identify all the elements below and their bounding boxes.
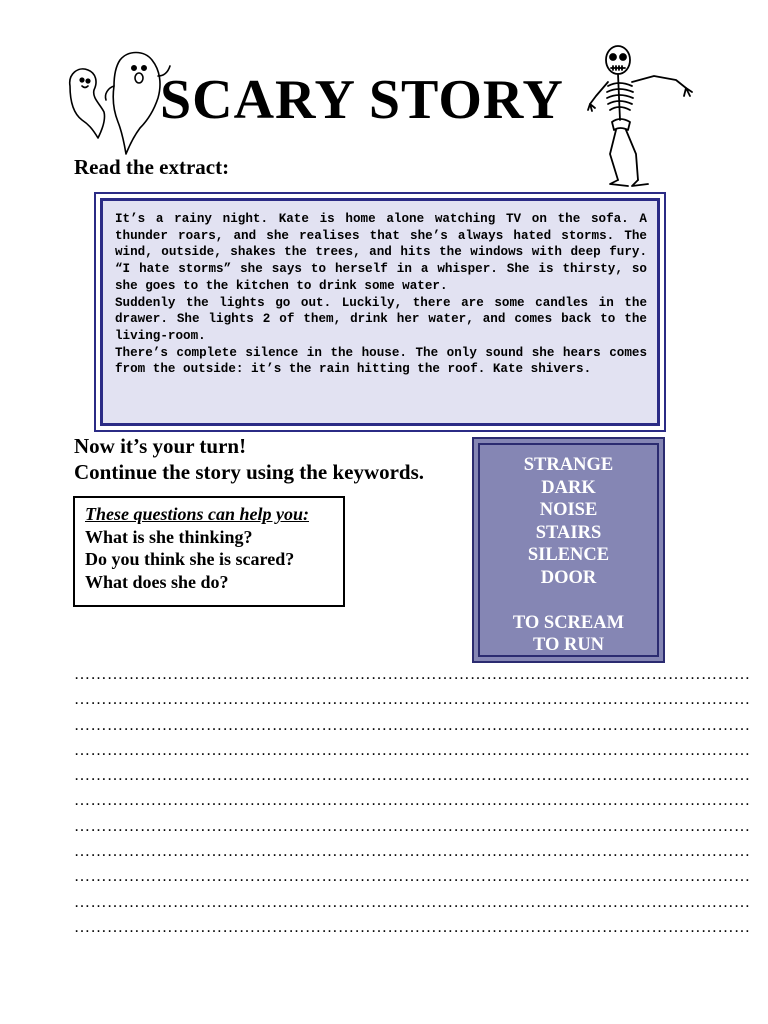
keyword: STAIRS bbox=[535, 522, 602, 543]
writing-line[interactable]: …………………………………………………………………………………………………………… bbox=[74, 691, 751, 709]
keyword: TO SCREAM bbox=[512, 612, 625, 633]
question-item: What does she do? bbox=[85, 571, 229, 592]
writing-line[interactable]: …………………………………………………………………………………………………………… bbox=[74, 868, 751, 886]
writing-line[interactable]: …………………………………………………………………………………………………………… bbox=[74, 817, 751, 835]
extract-paragraph: There’s complete silence in the house. The only sound she hears comes from the outside: it’s the rain hitting the roof. Kate shivers. bbox=[115, 345, 647, 377]
keyword: SILENCE bbox=[527, 545, 610, 565]
writing-line[interactable]: …………………………………………………………………………………………………………… bbox=[74, 767, 751, 785]
skeleton-icon bbox=[588, 42, 700, 192]
keyword: NOISE bbox=[539, 500, 598, 520]
keyword: DARK bbox=[541, 477, 596, 498]
writing-line[interactable]: …………………………………………………………………………………………………………… bbox=[74, 716, 751, 734]
keyword: DOOR bbox=[540, 567, 597, 588]
writing-line[interactable]: …………………………………………………………………………………………………………… bbox=[74, 893, 751, 911]
task-instructions bbox=[74, 433, 424, 485]
writing-line[interactable]: …………………………………………………………………………………………………………… bbox=[74, 843, 751, 861]
keyword: STRANGE bbox=[523, 455, 614, 475]
keyword-spacer bbox=[480, 589, 657, 612]
writing-area[interactable] bbox=[74, 662, 751, 940]
writing-line[interactable]: …………………………………………………………………………………………………………… bbox=[74, 918, 751, 936]
extract-text bbox=[115, 211, 647, 378]
keyword: TO RUN bbox=[532, 635, 605, 655]
extract-box bbox=[94, 192, 666, 432]
question-item: What is she thinking? bbox=[85, 526, 253, 547]
read-extract-label: Read the extract: bbox=[74, 155, 230, 179]
writing-line[interactable]: …………………………………………………………………………………………………………… bbox=[74, 792, 751, 810]
page-title: SCARY STORY bbox=[160, 69, 564, 131]
writing-line[interactable]: …………………………………………………………………………………………………………… bbox=[74, 741, 751, 759]
questions-heading: These questions can help you: bbox=[85, 504, 310, 524]
extract-paragraph: It’s a rainy night. Kate is home alone watching TV on the sofa. A thunder roars, and she realises that she’s always hated storms. The wind, outside, shakes the trees, and hits the windows with deep fury. “I hate storms” she says to herself in a whisper. She is thirsty, so she goes to the kitchen to drink some water. bbox=[115, 212, 647, 293]
help-questions-box bbox=[73, 496, 345, 607]
question-item: Do you think she is scared? bbox=[85, 549, 295, 569]
extract-paragraph: Suddenly the lights go out. Luckily, there are some candles in the drawer. She lights 2 of them, drink her water, and comes back to the living-room. bbox=[115, 295, 647, 343]
task-line-2: Continue the story using the keywords. bbox=[74, 460, 425, 484]
keywords-box bbox=[472, 437, 665, 663]
writing-line[interactable]: …………………………………………………………………………………………………………… bbox=[74, 666, 751, 683]
task-line-1: Now it’s your turn! bbox=[74, 434, 247, 458]
